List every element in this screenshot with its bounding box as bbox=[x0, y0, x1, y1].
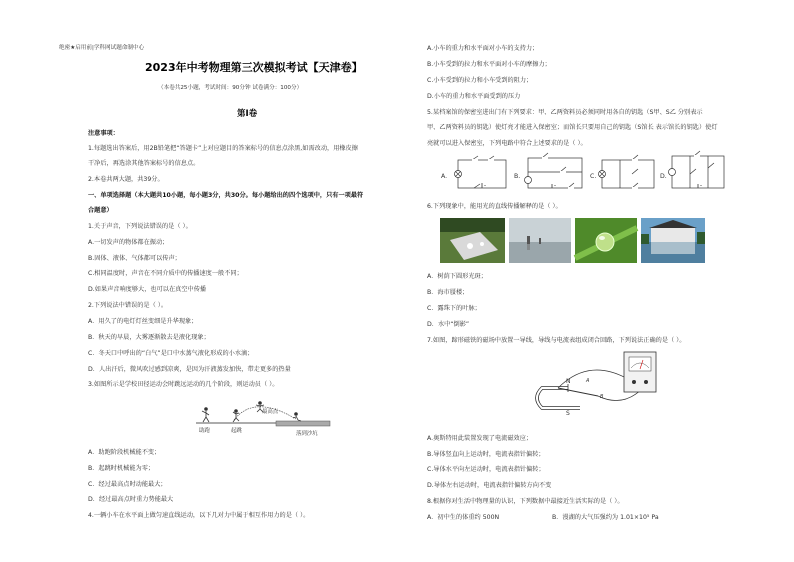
q2-option-b: B．秋天的早晨，大雾逐渐散去是液化现象； bbox=[88, 334, 210, 341]
q7-option-c: C.导体水平向左运动时，电流表指针偏转； bbox=[427, 466, 545, 473]
part1-heading-2: 合题意） bbox=[88, 207, 113, 214]
q3-option-d: D．经过最高点时重力势能最大 bbox=[88, 496, 174, 503]
q6-stem: 6.下列现象中，能用光的直线传播解释的是（ ）。 bbox=[427, 203, 562, 210]
q6-option-b: B．海市蜃楼； bbox=[427, 289, 469, 296]
circuit-b bbox=[524, 148, 586, 194]
photo-mirage bbox=[509, 218, 571, 263]
q7-option-b: B.导体竖直向上运动时，电流表指针偏转； bbox=[427, 451, 545, 458]
watermark: 绝密★启用前|学科网试题命制中心 bbox=[59, 45, 145, 51]
q7-stem: 7.如图，蹄形磁铁的磁场中放置一导线，导线与电流表组成闭合回路，下列说法正确的是（ ）。 bbox=[427, 337, 686, 344]
q5-line-2: 甲、乙两资料员的钥匙）使灯亮才能进入保密室；而馆长只要用自己的钥匙（S馆长 表示馆长的钥匙）使灯 bbox=[427, 124, 718, 131]
exam-meta: （本卷共25小题，考试时间：90分钟 试卷满分：100分） bbox=[158, 85, 303, 91]
q1-option-a: A.一切发声的物体都在振动； bbox=[88, 239, 169, 246]
circuit-label-a: A. bbox=[441, 173, 448, 180]
circuit-c bbox=[596, 148, 658, 194]
magnet-north-label: N bbox=[566, 378, 571, 385]
q8-option-a: A．初中生的体重约 500N bbox=[427, 514, 500, 521]
q1-stem: 1.关于声音，下列说法错误的是（ ）。 bbox=[88, 223, 192, 230]
q5-line-3: 亮就可以进入保密室，下列电路中符合上述要求的是（ ）。 bbox=[427, 140, 587, 147]
q2-stem: 2.下列说法中错误的是（ ）。 bbox=[88, 302, 168, 309]
q4-option-a: A.小车的重力和水平面对小车的支持力； bbox=[427, 45, 539, 52]
circuit-a bbox=[452, 152, 512, 194]
part1-heading: 一、单项选择题（本大题共10小题，每小题3分，共30分。每小题给出的四个选项中，只有一项最符 bbox=[88, 192, 364, 199]
q4-option-d: D.小车的重力和水平面受到的压力 bbox=[427, 93, 521, 100]
q5-line-1: 5.某档案馆的保密室进出门有下列要求：甲、乙两资料员必须同时用各自的钥匙（S甲、S乙 分别表示 bbox=[427, 109, 703, 116]
fig-label-sandpit: 落到沙坑 bbox=[296, 431, 318, 437]
q3-option-a: A．助跑阶段机械能不变； bbox=[88, 449, 161, 456]
q4-option-c: C.小车受到的拉力和小车受到的阻力； bbox=[427, 77, 533, 84]
page-title: 2023年中考物理第三次模拟考试【天津卷】 bbox=[145, 61, 363, 74]
notes-heading: 注意事项： bbox=[88, 130, 119, 137]
q3-stem: 3.如图所示是学校田径运动会时跳远运动的几个阶段，则运动员（ ）。 bbox=[88, 381, 279, 388]
photo-dewdrop bbox=[575, 218, 637, 263]
fig-label-top: 最高点 bbox=[262, 409, 279, 415]
note-1a: 1.每题选出答案后，用2B铅笔把“答题卡”上对应题目的答案标号的信息点涂黑,如需改动，用橡皮擦 bbox=[88, 145, 358, 152]
wire-end-b-label: B bbox=[600, 394, 604, 400]
q4-option-b: B.小车受到的拉力和水平面对小车的摩擦力； bbox=[427, 61, 551, 68]
circuit-label-d: D. bbox=[660, 173, 667, 180]
section-title: 第Ⅰ卷 bbox=[237, 109, 258, 119]
photo-reflection bbox=[641, 218, 705, 263]
photo-tree-shadow bbox=[440, 218, 505, 263]
wire-end-a-label: A bbox=[586, 378, 590, 384]
q1-option-b: B.固体、液体、气体都可以传声； bbox=[88, 255, 181, 262]
q2-option-d: D．人出汗后，微风吹过感到凉爽，是因为汗液蒸发加快，带走更多的热量 bbox=[88, 366, 291, 373]
q6-option-a: A．树荫下圆形光斑； bbox=[427, 273, 487, 280]
q3-option-c: C．经过最高点时动能最大； bbox=[88, 481, 167, 488]
circuit-label-c: C. bbox=[590, 173, 597, 180]
q6-option-d: D．水中“倒影” bbox=[427, 321, 470, 328]
q8-option-b: B．漫湖的大气压强约为 1.01×10⁵ Pa bbox=[552, 514, 659, 521]
circuit-label-b: B. bbox=[514, 173, 521, 180]
q7-option-d: D.导体左右运动时，电流表指针偏转方向不变 bbox=[427, 482, 552, 489]
q1-option-d: D.如果声音响度够大，也可以在真空中传播 bbox=[88, 286, 207, 293]
q2-option-a: A．用久了的电灯灯丝变细是升华现象； bbox=[88, 318, 198, 325]
q1-option-c: C.相同温度时，声音在不同介质中的传播速度一般不同； bbox=[88, 270, 243, 277]
note-1b: 干净后，再选涂其他答案标号的信息点。 bbox=[88, 160, 200, 167]
q8-stem: 8.根据你对生活中物理量的认识，下列数据中最接近生活实际的是（ ）。 bbox=[427, 498, 624, 505]
q6-option-c: C．露珠下的叶脉； bbox=[427, 305, 481, 312]
q3-option-b: B．起跳时机械能为零； bbox=[88, 465, 155, 472]
q7-option-a: A.奥斯特用此装置发现了电流磁效应； bbox=[427, 435, 533, 442]
fig-label-takeoff: 起跳 bbox=[231, 428, 242, 434]
note-2: 2.本卷共两大题，共39分。 bbox=[88, 176, 164, 183]
circuit-d bbox=[668, 146, 728, 194]
q4-stem: 4.一辆小车在水平面上做匀速直线运动，以下几对力中属于相互作用力的是（ ）。 bbox=[88, 512, 310, 519]
q2-option-c: C．冬天口中呼出的“白气”是口中水蒸气液化形成的小水滴； bbox=[88, 350, 254, 357]
magnet-south-label: S bbox=[566, 410, 570, 417]
fig-label-run: 助跑 bbox=[199, 428, 210, 434]
magnet-ammeter-figure bbox=[528, 348, 668, 428]
